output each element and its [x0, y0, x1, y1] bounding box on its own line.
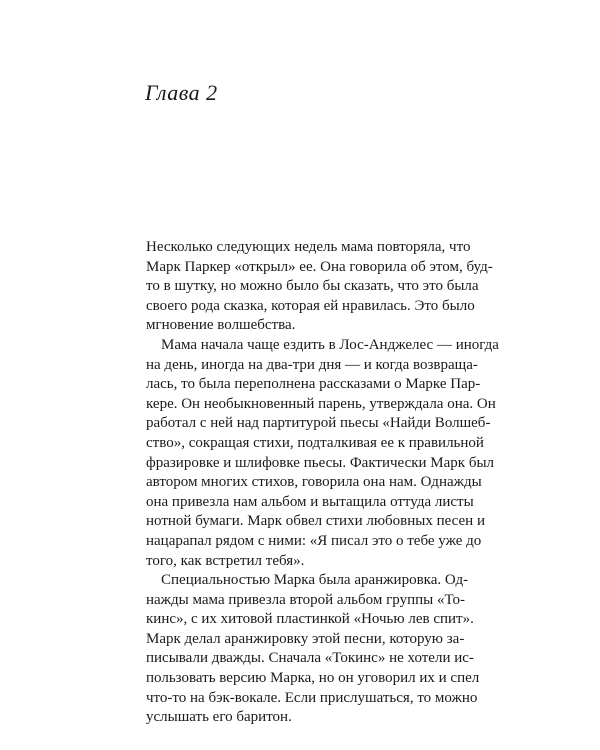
text-line: пользовать версию Марка, но он уговорил их и спел — [146, 670, 480, 687]
text-line: своего рода сказка, которая ей нравилась. Это было — [146, 297, 475, 314]
text-line: нажды мама привезла второй альбом группы «То- — [146, 591, 465, 608]
text-line: Марк Паркер «открыл» ее. Она говорила об этом, буд- — [146, 258, 493, 275]
text-line: Специальностью Марка была аранжировка. Од- — [161, 572, 469, 589]
chapter-title: Глава 2 — [145, 80, 218, 105]
text-line: Мама начала чаще ездить в Лос-Анджелес — иногда — [161, 336, 499, 353]
text-line: кинс», с их хитовой пластинкой «Ночью лев спит». — [146, 611, 474, 628]
text-line: работал с ней над партитурой пьесы «Найди Волшеб- — [146, 415, 491, 432]
chapter-body — [146, 238, 499, 728]
text-line: автором многих стихов, говорила она нам. Однажды — [146, 474, 482, 491]
text-line: Марк делал аранжировку этой песни, которую за- — [146, 630, 465, 647]
text-line: кере. Он необыкновенный парень, утверждала она. Он — [146, 395, 496, 412]
text-line: лась, то была переполнена рассказами о Марке Пар- — [146, 376, 481, 393]
text-line: того, как встретил тебя». — [146, 552, 305, 569]
text-line: на день, иногда на два-три дня — и когда возвраща- — [146, 356, 478, 373]
text-line: она привезла нам альбом и вытащила оттуда листы — [146, 493, 474, 510]
paragraph-1 — [146, 238, 493, 336]
text-line: ство», сокращая стихи, подталкивая ее к правильной — [146, 434, 484, 451]
text-line: то в шутку, но можно было бы сказать, что это была — [146, 278, 479, 295]
text-line: Несколько следующих недель мама повторяла, что — [146, 239, 471, 255]
text-line: писывали дважды. Сначала «Токинс» не хотели ис- — [146, 650, 474, 667]
text-line: услышать его баритон. — [146, 709, 292, 726]
text-line: что-то на бэк-вокале. Если прислушаться, то можно — [146, 689, 478, 706]
paragraph-3 — [146, 571, 480, 728]
paragraph-2 — [146, 336, 499, 571]
text-line: нацарапал рядом с ними: «Я писал это о тебе уже до — [146, 532, 482, 549]
text-line: фразировке и шлифовке пьесы. Фактически Марк был — [146, 454, 495, 471]
text-line: нотной бумаги. Марк обвел стихи любовных песен и — [146, 513, 485, 530]
text-line: мгновение волшебства. — [146, 317, 296, 334]
